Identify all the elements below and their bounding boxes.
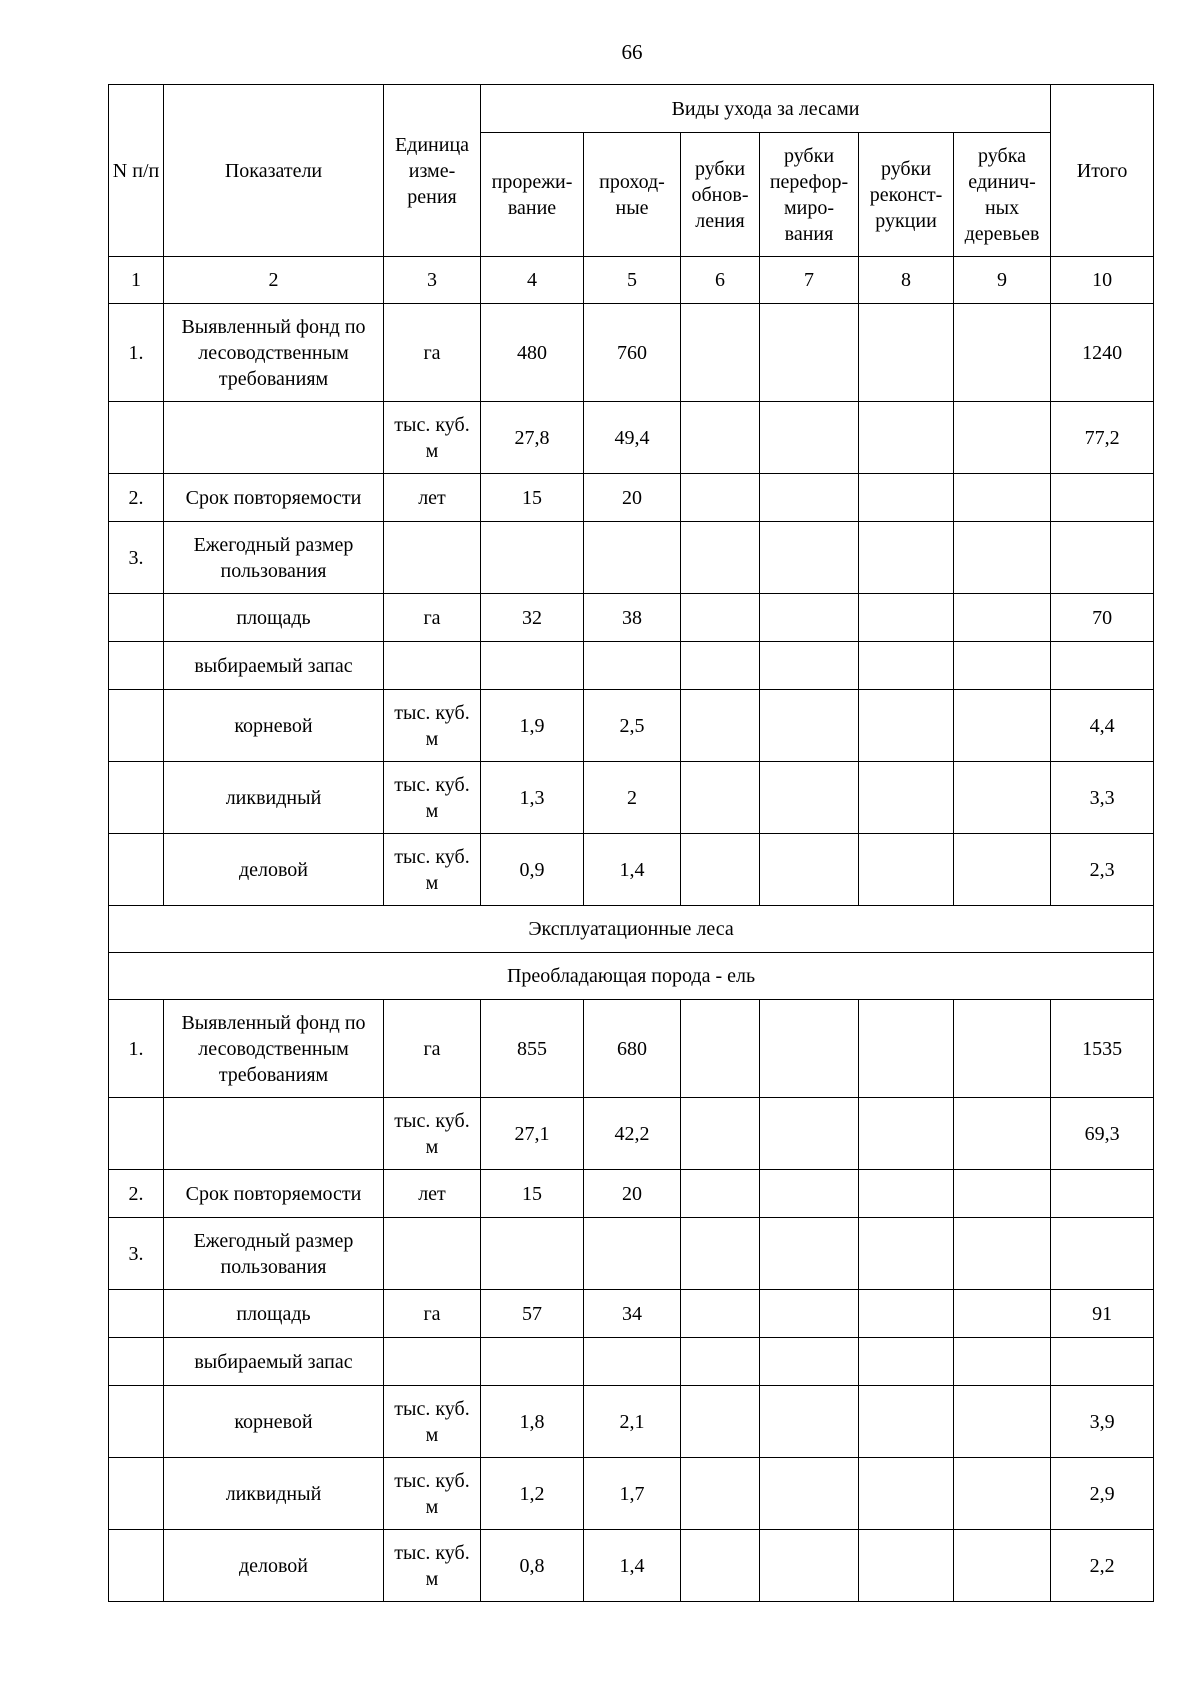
table-row (109, 690, 1154, 762)
table-cell: корневой (164, 1386, 384, 1458)
table-cell (859, 690, 954, 762)
header-row-top (109, 85, 1154, 133)
table-cell: 77,2 (1051, 402, 1154, 474)
table-row (109, 594, 1154, 642)
table-cell (954, 1170, 1051, 1218)
table-cell: 34 (584, 1290, 681, 1338)
table-row (109, 1098, 1154, 1170)
header-type-reformation: рубки перефор-миро-вания (760, 133, 859, 257)
table-cell: деловой (164, 1530, 384, 1602)
table-cell (954, 1098, 1051, 1170)
column-number: 1 (109, 257, 164, 304)
table-cell (681, 1000, 760, 1098)
table-cell: деловой (164, 834, 384, 906)
table-cell (109, 1098, 164, 1170)
table-cell (859, 1170, 954, 1218)
table-cell (859, 522, 954, 594)
table-cell (681, 304, 760, 402)
table-cell: тыс. куб. м (384, 762, 481, 834)
table-cell: 27,8 (481, 402, 584, 474)
table-cell: площадь (164, 1290, 384, 1338)
table-cell (760, 1386, 859, 1458)
header-unit: Единица изме-рения (384, 85, 481, 257)
header-care-types: Виды ухода за лесами (481, 85, 1051, 133)
table-cell (859, 1000, 954, 1098)
section-title-row-label: Эксплуатационные леса (109, 906, 1154, 953)
table-cell (760, 1218, 859, 1290)
table-row (109, 1218, 1154, 1290)
table-cell (954, 1290, 1051, 1338)
table-cell (954, 1000, 1051, 1098)
table-row (109, 304, 1154, 402)
table-cell (109, 762, 164, 834)
table-cell: 1. (109, 1000, 164, 1098)
column-number: 10 (1051, 257, 1154, 304)
table-cell (859, 1098, 954, 1170)
table-cell (109, 690, 164, 762)
column-number: 2 (164, 257, 384, 304)
table-cell (1051, 1338, 1154, 1386)
table-cell (109, 834, 164, 906)
table-cell (681, 1530, 760, 1602)
table-cell: ликвидный (164, 1458, 384, 1530)
table-row (109, 834, 1154, 906)
table-cell (859, 304, 954, 402)
table-row (109, 1290, 1154, 1338)
table-cell: лет (384, 474, 481, 522)
table-cell (681, 1290, 760, 1338)
table-cell: 680 (584, 1000, 681, 1098)
table-cell (681, 474, 760, 522)
table-cell (954, 762, 1051, 834)
table-cell: 2. (109, 1170, 164, 1218)
column-number: 3 (384, 257, 481, 304)
table-cell (109, 1338, 164, 1386)
table-cell: тыс. куб. м (384, 1458, 481, 1530)
table-cell: тыс. куб. м (384, 834, 481, 906)
table-cell (760, 1458, 859, 1530)
table-cell (1051, 642, 1154, 690)
table-cell (760, 594, 859, 642)
table-cell (760, 304, 859, 402)
table-cell: 2,5 (584, 690, 681, 762)
table-cell (954, 522, 1051, 594)
table-cell (954, 1386, 1051, 1458)
table-cell (681, 1218, 760, 1290)
table-cell (681, 1386, 760, 1458)
table-cell: 480 (481, 304, 584, 402)
subsection-title-row-label: Преобладающая порода - ель (109, 953, 1154, 1000)
table-cell: 2,1 (584, 1386, 681, 1458)
table-cell (859, 1218, 954, 1290)
table-cell (584, 1218, 681, 1290)
table-row (109, 762, 1154, 834)
table-cell (859, 1290, 954, 1338)
table-cell: 0,9 (481, 834, 584, 906)
header-total: Итого (1051, 85, 1154, 257)
table-cell (760, 762, 859, 834)
table-cell (164, 1098, 384, 1170)
table-cell (859, 642, 954, 690)
table-cell (760, 690, 859, 762)
table-cell: площадь (164, 594, 384, 642)
table-cell (954, 304, 1051, 402)
table-cell: Ежегодный размер пользования (164, 1218, 384, 1290)
table-cell (384, 1338, 481, 1386)
table-cell: 1,9 (481, 690, 584, 762)
table-cell (109, 402, 164, 474)
table-cell (859, 1386, 954, 1458)
table-cell: корневой (164, 690, 384, 762)
table-cell: тыс. куб. м (384, 690, 481, 762)
table-cell: Срок повторяемости (164, 474, 384, 522)
table-cell: 1,4 (584, 834, 681, 906)
table-cell: ликвидный (164, 762, 384, 834)
table-cell (681, 1338, 760, 1386)
page-number: 66 (621, 40, 643, 64)
table-cell: 20 (584, 1170, 681, 1218)
column-number: 8 (859, 257, 954, 304)
table-cell (859, 474, 954, 522)
table-cell: 3,3 (1051, 762, 1154, 834)
table-cell (760, 1290, 859, 1338)
table-cell: 1. (109, 304, 164, 402)
table-cell (859, 402, 954, 474)
table-cell (481, 522, 584, 594)
table-cell: 42,2 (584, 1098, 681, 1170)
table-cell: 27,1 (481, 1098, 584, 1170)
column-number: 7 (760, 257, 859, 304)
table-cell: выбираемый запас (164, 642, 384, 690)
table-cell: 1,3 (481, 762, 584, 834)
table-cell (384, 642, 481, 690)
table-cell (954, 402, 1051, 474)
table-row (109, 1458, 1154, 1530)
column-number: 4 (481, 257, 584, 304)
table-cell: га (384, 1290, 481, 1338)
table-cell (954, 594, 1051, 642)
table-cell: тыс. куб. м (384, 1530, 481, 1602)
table-cell (681, 690, 760, 762)
table-row (109, 1530, 1154, 1602)
table-cell: 3. (109, 1218, 164, 1290)
table-cell (1051, 1170, 1154, 1218)
table-cell: 3. (109, 522, 164, 594)
table-cell (954, 834, 1051, 906)
table-row (109, 642, 1154, 690)
table-cell: 57 (481, 1290, 584, 1338)
table-cell (1051, 1218, 1154, 1290)
table-cell (481, 1218, 584, 1290)
table-cell: лет (384, 1170, 481, 1218)
table-cell: 15 (481, 1170, 584, 1218)
table-cell (681, 522, 760, 594)
table-cell (954, 1530, 1051, 1602)
table-row (109, 1170, 1154, 1218)
table-cell: 4,4 (1051, 690, 1154, 762)
table-cell: 91 (1051, 1290, 1154, 1338)
table-cell (384, 1218, 481, 1290)
table-cell (164, 402, 384, 474)
header-indicators: Показатели (164, 85, 384, 257)
table-cell (760, 834, 859, 906)
table-row (109, 522, 1154, 594)
table-row (109, 402, 1154, 474)
table-cell: 1,8 (481, 1386, 584, 1458)
table-cell (859, 1458, 954, 1530)
table-cell: Срок повторяемости (164, 1170, 384, 1218)
table-cell (384, 522, 481, 594)
table-cell (109, 1386, 164, 1458)
table-cell (760, 1530, 859, 1602)
table-row (109, 1338, 1154, 1386)
table-cell: га (384, 304, 481, 402)
table-cell (760, 642, 859, 690)
table-cell (109, 594, 164, 642)
header-type-renewal: рубки обнов-ления (681, 133, 760, 257)
table-cell (954, 1218, 1051, 1290)
subsection-title-row (109, 953, 1154, 1000)
table-cell (954, 642, 1051, 690)
table-cell (481, 1338, 584, 1386)
table-cell: выбираемый запас (164, 1338, 384, 1386)
table-cell (681, 642, 760, 690)
table-cell: 2. (109, 474, 164, 522)
table-cell: га (384, 1000, 481, 1098)
table-cell: 49,4 (584, 402, 681, 474)
table-row (109, 1000, 1154, 1098)
table-cell (584, 1338, 681, 1386)
column-number: 9 (954, 257, 1051, 304)
forest-care-table (108, 84, 1154, 1602)
table-cell: Выявленный фонд по лесоводственным требованиям (164, 304, 384, 402)
table-cell (1051, 522, 1154, 594)
table-cell: 1,7 (584, 1458, 681, 1530)
table-cell (109, 1458, 164, 1530)
table-cell (109, 1290, 164, 1338)
table-cell: 38 (584, 594, 681, 642)
header-type-thinning: прорежи-вание (481, 133, 584, 257)
table-cell (859, 1338, 954, 1386)
column-number: 5 (584, 257, 681, 304)
table-cell: 3,9 (1051, 1386, 1154, 1458)
table-cell (760, 522, 859, 594)
table-cell (760, 1098, 859, 1170)
table-cell: 69,3 (1051, 1098, 1154, 1170)
table-cell: 2,2 (1051, 1530, 1154, 1602)
table-cell (681, 762, 760, 834)
table-cell (760, 1170, 859, 1218)
table-cell (584, 522, 681, 594)
table-cell (760, 1000, 859, 1098)
table-body (109, 85, 1154, 1602)
table-cell: 2,3 (1051, 834, 1154, 906)
column-numbers-row (109, 257, 1154, 304)
section-title-row (109, 906, 1154, 953)
table-cell: 2,9 (1051, 1458, 1154, 1530)
table-cell (109, 642, 164, 690)
table-row (109, 474, 1154, 522)
header-type-passage: проход-ные (584, 133, 681, 257)
table-cell (954, 1458, 1051, 1530)
header-type-single-trees: рубка единич-ных деревьев (954, 133, 1051, 257)
table-cell (859, 762, 954, 834)
table-cell (954, 474, 1051, 522)
column-number: 6 (681, 257, 760, 304)
table-cell (1051, 474, 1154, 522)
table-cell: Ежегодный размер пользования (164, 522, 384, 594)
table-cell: Выявленный фонд по лесоводственным требованиям (164, 1000, 384, 1098)
table-cell (681, 1458, 760, 1530)
table-cell (760, 1338, 859, 1386)
table-cell (681, 594, 760, 642)
table-cell (954, 690, 1051, 762)
table-cell (584, 642, 681, 690)
table-cell (859, 834, 954, 906)
table-cell (681, 834, 760, 906)
header-type-reconstruction: рубки реконст-рукции (859, 133, 954, 257)
table-cell: 1535 (1051, 1000, 1154, 1098)
table-cell: га (384, 594, 481, 642)
table-cell: тыс. куб. м (384, 1386, 481, 1458)
table-cell: тыс. куб. м (384, 1098, 481, 1170)
table-cell: 855 (481, 1000, 584, 1098)
table-cell (760, 402, 859, 474)
table-cell: 1240 (1051, 304, 1154, 402)
table-cell: 0,8 (481, 1530, 584, 1602)
table-cell (681, 402, 760, 474)
table-cell (681, 1098, 760, 1170)
table-cell: 760 (584, 304, 681, 402)
table-cell: 15 (481, 474, 584, 522)
table-cell: 32 (481, 594, 584, 642)
table-cell: 1,2 (481, 1458, 584, 1530)
table-cell (859, 1530, 954, 1602)
table-cell (109, 1530, 164, 1602)
table-cell (681, 1170, 760, 1218)
table-cell: 20 (584, 474, 681, 522)
table-cell (859, 594, 954, 642)
table-row (109, 1386, 1154, 1458)
table-cell: 1,4 (584, 1530, 681, 1602)
table-cell: тыс. куб. м (384, 402, 481, 474)
table-cell: 70 (1051, 594, 1154, 642)
header-num: N п/п (109, 85, 164, 257)
table-cell (481, 642, 584, 690)
table-cell (760, 474, 859, 522)
table-cell (954, 1338, 1051, 1386)
table-cell: 2 (584, 762, 681, 834)
